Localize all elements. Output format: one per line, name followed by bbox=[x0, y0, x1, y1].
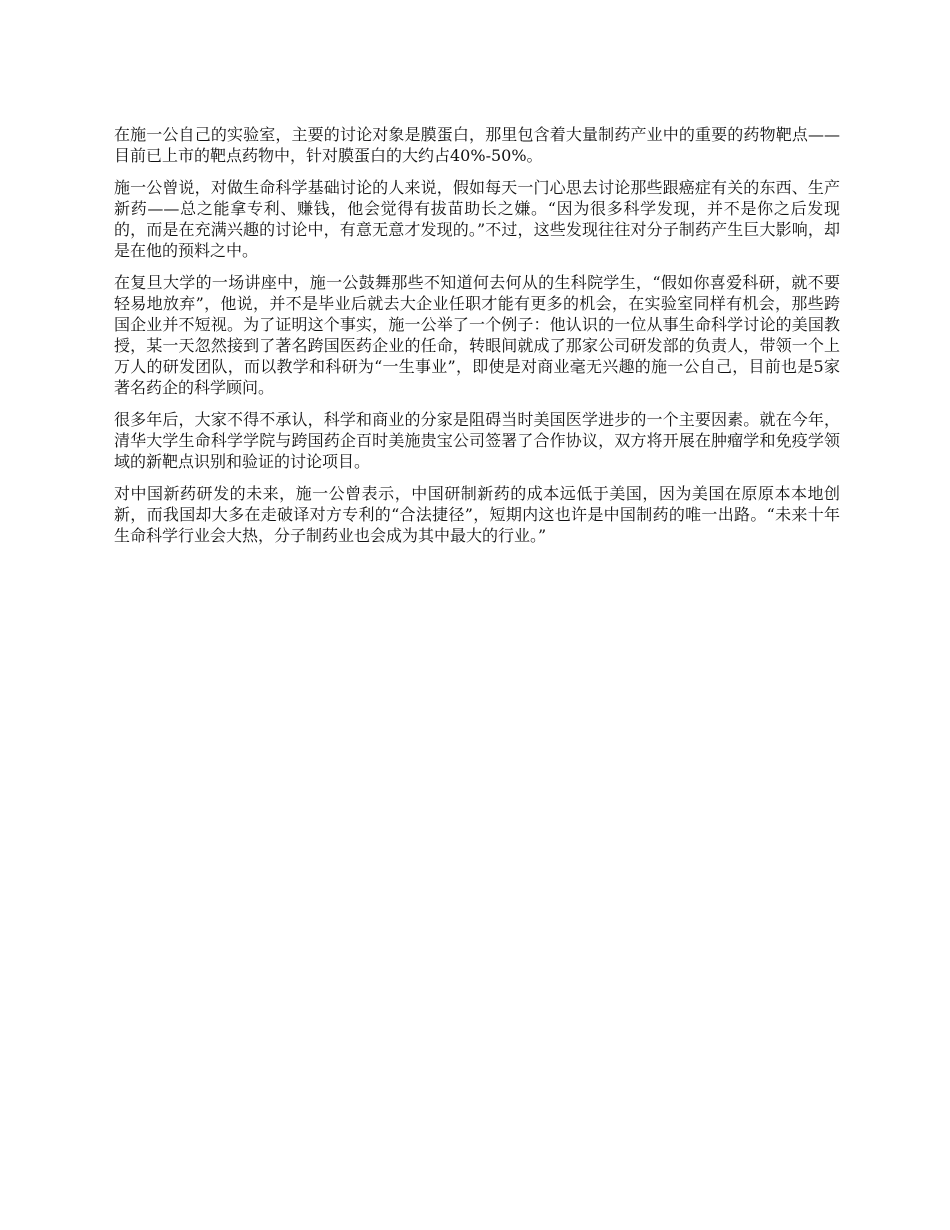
paragraph-1: 在施一公自己的实验室，主要的讨论对象是膜蛋白，那里包含着大量制药产业中的重要的药物靶点——目前已上市的靶点药物中，针对膜蛋白的大约占40%-50%。 bbox=[114, 125, 840, 165]
document-body bbox=[114, 124, 840, 557]
paragraph-2: 施一公曾说，对做生命科学基础讨论的人来说，假如每天一门心思去讨论那些跟癌症有关的东西、生产新药——总之能拿专利、赚钱，他会觉得有拔苗助长之嫌。“因为很多科学发现，并不是你之后发现的，而是在充满兴趣的讨论中，有意无意才发现的。”不过，这些发现往往对分子制药产生巨大影响，却是在他的预料之中。 bbox=[114, 178, 840, 260]
paragraph-4: 很多年后，大家不得不承认，科学和商业的分家是阻碍当时美国医学进步的一个主要因素。就在今年，清华大学生命科学学院与跨国药企百时美施贵宝公司签署了合作协议，双方将开展在肿瘤学和免疫学领域的新靶点识别和验证的讨论项目。 bbox=[114, 410, 840, 471]
paragraph-3: 在复旦大学的一场讲座中，施一公鼓舞那些不知道何去何从的生科院学生，“假如你喜爱科研，就不要轻易地放弃”，他说，并不是毕业后就去大企业任职才能有更多的机会，在实验室同样有机会，那些跨国企业并不短视。为了证明这个事实，施一公举了一个例子：他认识的一位从事生命科学讨论的美国教授，某一天忽然接到了著名跨国医药企业的任命，转眼间就成了那家公司研发部的负责人，带领一个上万人的研发团队，而以教学和科研为“一生事业”，即使是对商业毫无兴趣的施一公自己，目前也是5家著名药企的科学顾问。 bbox=[114, 273, 840, 397]
paragraph-5: 对中国新药研发的未来，施一公曾表示，中国研制新药的成本远低于美国，因为美国在原原本本地创新，而我国却大多在走破译对方专利的“合法捷径”，短期内这也许是中国制药的唯一出路。“未来十年生命科学行业会大热，分子制药业也会成为其中最大的行业。” bbox=[114, 484, 840, 545]
